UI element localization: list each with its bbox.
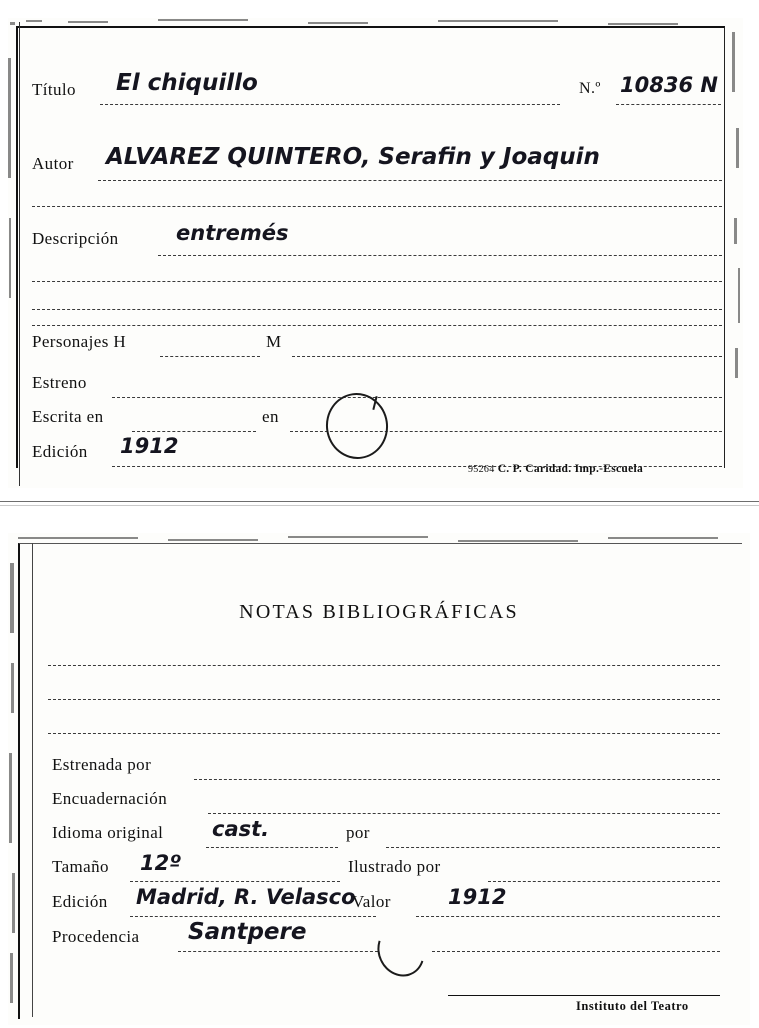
- catalog-card-front: [8, 18, 743, 488]
- field-label-tamano: Tamaño: [52, 857, 109, 876]
- field-rule-valor: [416, 916, 720, 917]
- field-value-edicion: 1912: [120, 434, 179, 458]
- field-label-edicion: Edición: [32, 442, 88, 461]
- field-value-edicion: Madrid, R. Velasco: [136, 885, 356, 909]
- field-value-titulo: El chiquillo: [116, 70, 258, 96]
- scan-speckle: [168, 539, 258, 541]
- field-rule-estrenada-por: [194, 779, 720, 780]
- scan-speckle: [0, 505, 759, 506]
- notes-rule-3: [48, 733, 720, 734]
- field-value-numero: 10836 N: [620, 73, 718, 97]
- catalog-card-back: [8, 533, 750, 1025]
- field-value-autor: ALVAREZ QUINTERO, Serafin y Joaquin: [106, 144, 600, 170]
- scan-speckle: [10, 22, 15, 25]
- scan-speckle: [9, 218, 11, 298]
- field-rule-personajes-m: [292, 356, 722, 357]
- printer-imprint-text: C. P. Caridad. Imp.-Escuela: [497, 463, 644, 475]
- field-rule-por: [386, 847, 720, 848]
- field-label-estrenada-por: Estrenada por: [52, 755, 152, 774]
- field-rule-desc-2: [32, 281, 722, 282]
- field-rule-descripcion: [158, 255, 722, 256]
- field-value-tamano: 12º: [140, 851, 182, 875]
- field-label-descripcion: Descripción: [32, 229, 119, 248]
- field-label-ilustrado-por: Ilustrado por: [348, 857, 441, 876]
- field-label-autor: Autor: [32, 154, 74, 173]
- field-rule-ilustrado-por: [488, 881, 720, 882]
- scan-speckle: [10, 953, 13, 1003]
- field-label-personajes-m: M: [266, 332, 282, 351]
- field-rule-edicion: [130, 916, 376, 917]
- scan-speckle: [18, 537, 138, 539]
- footer-institution: Instituto del Teatro: [576, 999, 689, 1013]
- field-value-procedencia: Santpere: [188, 919, 307, 945]
- scan-separator: [0, 501, 759, 502]
- field-label-por: por: [346, 823, 370, 842]
- field-rule-tamano: [130, 881, 340, 882]
- field-value-idioma-original: cast.: [212, 817, 270, 841]
- field-label-valor: Valor: [352, 892, 391, 911]
- field-rule-procedencia: [178, 951, 378, 952]
- footer-rule: [448, 995, 720, 996]
- field-rule-numero: [616, 104, 721, 105]
- field-label-escrita-en: Escrita en: [32, 407, 104, 426]
- field-label-personajes-h: Personajes H: [32, 332, 127, 351]
- scan-speckle: [9, 753, 12, 843]
- field-label-en: en: [262, 407, 279, 426]
- field-rule-encuadernacion: [208, 813, 720, 814]
- field-rule-idioma-original: [206, 847, 338, 848]
- scan-speckle: [288, 536, 428, 538]
- printer-imprint: [468, 463, 643, 475]
- field-label-titulo: Título: [32, 80, 76, 99]
- field-label-numero: N.º: [579, 80, 601, 97]
- scan-speckle: [458, 540, 578, 542]
- field-rule-estreno: [112, 397, 722, 398]
- field-rule-titulo: [100, 104, 560, 105]
- field-rule-autor-2: [32, 206, 722, 207]
- notes-rule-1: [48, 665, 720, 666]
- field-rule-desc-3: [32, 309, 722, 310]
- field-rule-personajes-h: [160, 356, 260, 357]
- field-label-procedencia: Procedencia: [52, 927, 140, 946]
- field-rule-escrita-en: [132, 431, 256, 432]
- scan-speckle: [608, 537, 718, 539]
- page-title: NOTAS BIBLIOGRÁFICAS: [239, 601, 519, 623]
- scan-speckle: [158, 19, 248, 21]
- field-rule-autor: [98, 180, 722, 181]
- field-label-idioma-original: Idioma original: [52, 823, 164, 842]
- field-rule-desc-4: [32, 325, 722, 326]
- scan-speckle: [11, 663, 14, 713]
- notes-rule-2: [48, 699, 720, 700]
- field-label-estreno: Estreno: [32, 373, 87, 392]
- field-value-descripcion: entremés: [176, 221, 289, 245]
- scan-speckle: [12, 873, 15, 933]
- scan-speckle: [8, 58, 11, 178]
- printer-imprint-number: 95264: [468, 464, 495, 475]
- field-label-encuadernacion: Encuadernación: [52, 789, 168, 808]
- field-label-edicion: Edición: [52, 892, 108, 911]
- field-rule-procedencia-2: [432, 951, 720, 952]
- field-value-valor: 1912: [448, 885, 507, 909]
